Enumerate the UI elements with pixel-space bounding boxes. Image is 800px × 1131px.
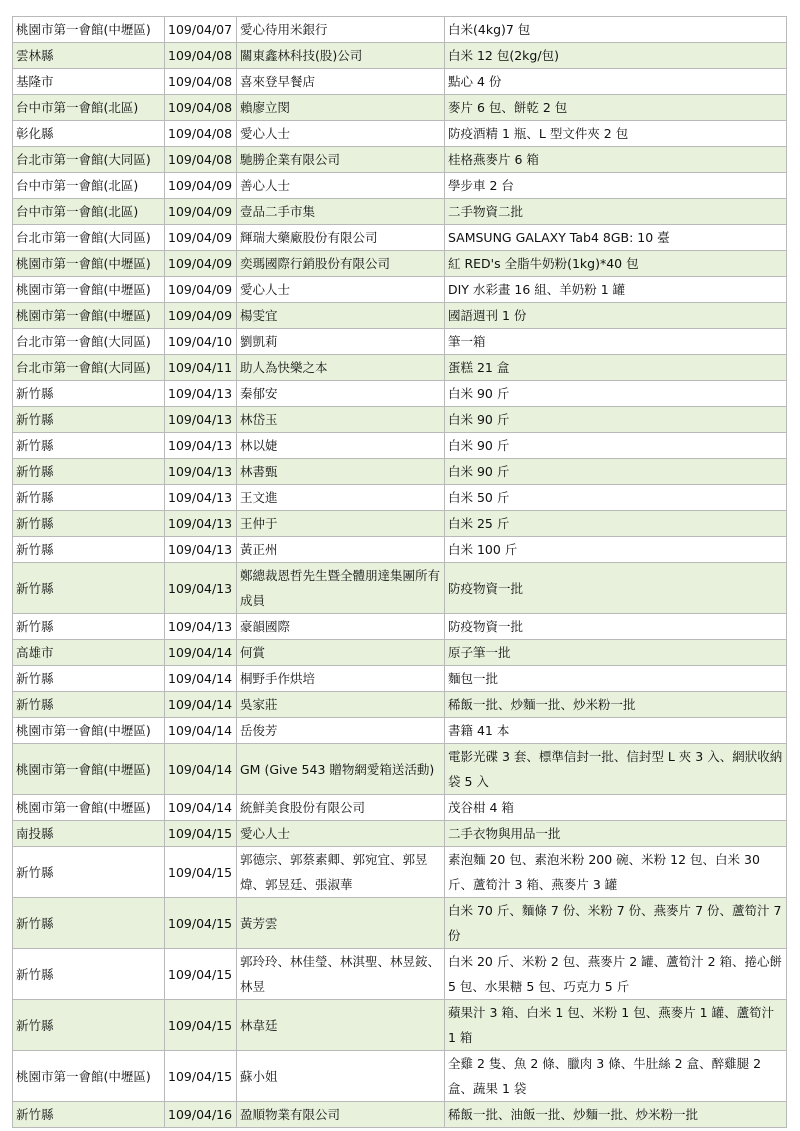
date-cell: 109/04/13 (165, 537, 237, 563)
donor-cell: 岳俊芳 (237, 718, 445, 744)
donor-cell: 桐野手作烘培 (237, 666, 445, 692)
region-cell: 新竹縣 (13, 1102, 165, 1128)
region-cell: 桃園市第一會館(中壢區) (13, 17, 165, 43)
region-cell: 新竹縣 (13, 407, 165, 433)
donor-cell: 統鮮美食股份有限公司 (237, 795, 445, 821)
item-cell: 白米 50 斤 (445, 485, 787, 511)
donor-cell: 關東鑫林科技(股)公司 (237, 43, 445, 69)
date-cell: 109/04/09 (165, 277, 237, 303)
date-cell: 109/04/15 (165, 847, 237, 898)
table-row (13, 537, 787, 563)
table-row (13, 949, 787, 1000)
donor-cell: 壹品二手市集 (237, 199, 445, 225)
donor-cell: 豪韻國際 (237, 614, 445, 640)
table-row (13, 847, 787, 898)
table-row (13, 17, 787, 43)
donor-cell: 馳勝企業有限公司 (237, 147, 445, 173)
table-row (13, 225, 787, 251)
donation-table-body (13, 17, 787, 1128)
date-cell: 109/04/08 (165, 69, 237, 95)
region-cell: 新竹縣 (13, 949, 165, 1000)
item-cell: 白米 12 包(2kg/包) (445, 43, 787, 69)
donor-cell: 林韋廷 (237, 1000, 445, 1051)
date-cell: 109/04/09 (165, 251, 237, 277)
region-cell: 新竹縣 (13, 563, 165, 614)
item-cell: 麥片 6 包、餅乾 2 包 (445, 95, 787, 121)
date-cell: 109/04/14 (165, 692, 237, 718)
item-cell: 白米 90 斤 (445, 459, 787, 485)
table-row (13, 795, 787, 821)
region-cell: 新竹縣 (13, 666, 165, 692)
date-cell: 109/04/14 (165, 666, 237, 692)
table-row (13, 277, 787, 303)
region-cell: 新竹縣 (13, 1000, 165, 1051)
item-cell: 白米 90 斤 (445, 381, 787, 407)
item-cell: 二手物資二批 (445, 199, 787, 225)
item-cell: 素泡麵 20 包、素泡米粉 200 碗、米粉 12 包、白米 30 斤、蘆筍汁 3 箱、燕麥片 3 罐 (445, 847, 787, 898)
date-cell: 109/04/07 (165, 17, 237, 43)
region-cell: 台北市第一會館(大同區) (13, 329, 165, 355)
table-row (13, 147, 787, 173)
donor-cell: 王文進 (237, 485, 445, 511)
donor-cell: 黃芳雲 (237, 898, 445, 949)
donor-cell: 奕瑪國際行銷股份有限公司 (237, 251, 445, 277)
item-cell: SAMSUNG GALAXY Tab4 8GB: 10 臺 (445, 225, 787, 251)
donor-cell: 何賞 (237, 640, 445, 666)
region-cell: 南投縣 (13, 821, 165, 847)
region-cell: 基隆市 (13, 69, 165, 95)
item-cell: 學步車 2 台 (445, 173, 787, 199)
region-cell: 新竹縣 (13, 511, 165, 537)
date-cell: 109/04/13 (165, 459, 237, 485)
region-cell: 桃園市第一會館(中壢區) (13, 303, 165, 329)
region-cell: 桃園市第一會館(中壢區) (13, 795, 165, 821)
item-cell: 防疫物資一批 (445, 563, 787, 614)
donor-cell: 王仲于 (237, 511, 445, 537)
table-row (13, 69, 787, 95)
date-cell: 109/04/14 (165, 795, 237, 821)
date-cell: 109/04/15 (165, 1000, 237, 1051)
region-cell: 台北市第一會館(大同區) (13, 355, 165, 381)
region-cell: 新竹縣 (13, 485, 165, 511)
item-cell: 全雞 2 隻、魚 2 條、臘肉 3 條、牛肚絲 2 盒、醉雞腿 2 盒、蔬果 1 袋 (445, 1051, 787, 1102)
region-cell: 新竹縣 (13, 614, 165, 640)
table-row (13, 485, 787, 511)
donor-cell: 楊雯宜 (237, 303, 445, 329)
table-row (13, 459, 787, 485)
region-cell: 高雄市 (13, 640, 165, 666)
donor-cell: 郭德宗、郭蔡素卿、郭宛宜、郭昱煒、郭昱廷、張淑華 (237, 847, 445, 898)
item-cell: 稀飯一批、油飯一批、炒麵一批、炒米粉一批 (445, 1102, 787, 1128)
region-cell: 新竹縣 (13, 433, 165, 459)
donor-cell: 輝瑞大藥廠股份有限公司 (237, 225, 445, 251)
region-cell: 新竹縣 (13, 381, 165, 407)
item-cell: 防疫酒精 1 瓶、L 型文件夾 2 包 (445, 121, 787, 147)
date-cell: 109/04/13 (165, 381, 237, 407)
date-cell: 109/04/14 (165, 718, 237, 744)
region-cell: 台中市第一會館(北區) (13, 199, 165, 225)
donor-cell: 林書甄 (237, 459, 445, 485)
date-cell: 109/04/11 (165, 355, 237, 381)
date-cell: 109/04/08 (165, 43, 237, 69)
item-cell: 紅 RED's 全脂牛奶粉(1kg)*40 包 (445, 251, 787, 277)
donor-cell: 助人為快樂之本 (237, 355, 445, 381)
item-cell: 稀飯一批、炒麵一批、炒米粉一批 (445, 692, 787, 718)
donor-cell: 吳家莊 (237, 692, 445, 718)
date-cell: 109/04/15 (165, 821, 237, 847)
item-cell: 防疫物資一批 (445, 614, 787, 640)
region-cell: 桃園市第一會館(中壢區) (13, 718, 165, 744)
date-cell: 109/04/08 (165, 147, 237, 173)
table-row (13, 718, 787, 744)
table-row (13, 381, 787, 407)
item-cell: 蘋果汁 3 箱、白米 1 包、米粉 1 包、燕麥片 1 罐、蘆筍汁 1 箱 (445, 1000, 787, 1051)
item-cell: 筆一箱 (445, 329, 787, 355)
date-cell: 109/04/09 (165, 303, 237, 329)
region-cell: 新竹縣 (13, 847, 165, 898)
table-row (13, 95, 787, 121)
region-cell: 台北市第一會館(大同區) (13, 147, 165, 173)
table-row (13, 1102, 787, 1128)
date-cell: 109/04/09 (165, 173, 237, 199)
date-cell: 109/04/13 (165, 511, 237, 537)
item-cell: 麵包一批 (445, 666, 787, 692)
date-cell: 109/04/13 (165, 485, 237, 511)
table-row (13, 511, 787, 537)
region-cell: 台北市第一會館(大同區) (13, 225, 165, 251)
donor-cell: 喜來登早餐店 (237, 69, 445, 95)
date-cell: 109/04/13 (165, 407, 237, 433)
date-cell: 109/04/16 (165, 1102, 237, 1128)
region-cell: 桃園市第一會館(中壢區) (13, 277, 165, 303)
donor-cell: 賴廖立閔 (237, 95, 445, 121)
donor-cell: 愛心人士 (237, 277, 445, 303)
date-cell: 109/04/08 (165, 121, 237, 147)
table-row (13, 563, 787, 614)
date-cell: 109/04/15 (165, 1051, 237, 1102)
item-cell: 白米 90 斤 (445, 433, 787, 459)
item-cell: 白米 25 斤 (445, 511, 787, 537)
table-row (13, 666, 787, 692)
table-row (13, 1051, 787, 1102)
donor-cell: 黃正州 (237, 537, 445, 563)
donor-cell: 愛心人士 (237, 821, 445, 847)
date-cell: 109/04/13 (165, 563, 237, 614)
donation-table (12, 16, 787, 1128)
date-cell: 109/04/14 (165, 640, 237, 666)
item-cell: 白米 20 斤、米粉 2 包、燕麥片 2 罐、蘆筍汁 2 箱、捲心餅 5 包、水果糖 5 包、巧克力 5 斤 (445, 949, 787, 1000)
item-cell: 二手衣物與用品一批 (445, 821, 787, 847)
table-row (13, 433, 787, 459)
table-row (13, 1000, 787, 1051)
table-row (13, 821, 787, 847)
donor-cell: 林以婕 (237, 433, 445, 459)
item-cell: 點心 4 份 (445, 69, 787, 95)
region-cell: 台中市第一會館(北區) (13, 173, 165, 199)
item-cell: 國語週刊 1 份 (445, 303, 787, 329)
region-cell: 桃園市第一會館(中壢區) (13, 1051, 165, 1102)
region-cell: 新竹縣 (13, 537, 165, 563)
table-row (13, 173, 787, 199)
item-cell: 白米 100 斤 (445, 537, 787, 563)
donor-cell: 盈順物業有限公司 (237, 1102, 445, 1128)
item-cell: 白米 70 斤、麵條 7 份、米粉 7 份、燕麥片 7 份、蘆筍汁 7 份 (445, 898, 787, 949)
date-cell: 109/04/15 (165, 898, 237, 949)
table-row (13, 898, 787, 949)
region-cell: 新竹縣 (13, 459, 165, 485)
table-row (13, 251, 787, 277)
item-cell: 白米 90 斤 (445, 407, 787, 433)
table-row (13, 43, 787, 69)
region-cell: 桃園市第一會館(中壢區) (13, 744, 165, 795)
region-cell: 雲林縣 (13, 43, 165, 69)
donor-cell: 劉凱莉 (237, 329, 445, 355)
donor-cell: 林岱玉 (237, 407, 445, 433)
item-cell: DIY 水彩畫 16 組、羊奶粉 1 罐 (445, 277, 787, 303)
date-cell: 109/04/08 (165, 95, 237, 121)
item-cell: 白米(4kg)7 包 (445, 17, 787, 43)
table-row (13, 614, 787, 640)
region-cell: 台中市第一會館(北區) (13, 95, 165, 121)
item-cell: 電影光碟 3 套、標準信封一批、信封型 L 夾 3 入、網狀收納袋 5 入 (445, 744, 787, 795)
date-cell: 109/04/10 (165, 329, 237, 355)
table-row (13, 329, 787, 355)
item-cell: 蛋糕 21 盒 (445, 355, 787, 381)
date-cell: 109/04/09 (165, 199, 237, 225)
date-cell: 109/04/15 (165, 949, 237, 1000)
donor-cell: 愛心人士 (237, 121, 445, 147)
table-row (13, 303, 787, 329)
donor-cell: 郭玲玲、林佳瑩、林淇聖、林昱銨、林昱 (237, 949, 445, 1000)
item-cell: 書籍 41 本 (445, 718, 787, 744)
item-cell: 茂谷柑 4 箱 (445, 795, 787, 821)
table-row (13, 121, 787, 147)
table-row (13, 744, 787, 795)
donor-cell: 鄭總裁恩哲先生暨全體朋達集團所有成員 (237, 563, 445, 614)
donor-cell: 蘇小姐 (237, 1051, 445, 1102)
region-cell: 彰化縣 (13, 121, 165, 147)
date-cell: 109/04/09 (165, 225, 237, 251)
donor-cell: 秦郁安 (237, 381, 445, 407)
date-cell: 109/04/13 (165, 433, 237, 459)
table-row (13, 407, 787, 433)
table-row (13, 640, 787, 666)
item-cell: 原子筆一批 (445, 640, 787, 666)
date-cell: 109/04/13 (165, 614, 237, 640)
item-cell: 桂格燕麥片 6 箱 (445, 147, 787, 173)
date-cell: 109/04/14 (165, 744, 237, 795)
table-row (13, 692, 787, 718)
region-cell: 新竹縣 (13, 898, 165, 949)
donor-cell: 愛心待用米銀行 (237, 17, 445, 43)
donor-cell: 善心人士 (237, 173, 445, 199)
donor-cell: GM (Give 543 贈物網愛箱送活動) (237, 744, 445, 795)
table-row (13, 199, 787, 225)
table-row (13, 355, 787, 381)
region-cell: 桃園市第一會館(中壢區) (13, 251, 165, 277)
region-cell: 新竹縣 (13, 692, 165, 718)
